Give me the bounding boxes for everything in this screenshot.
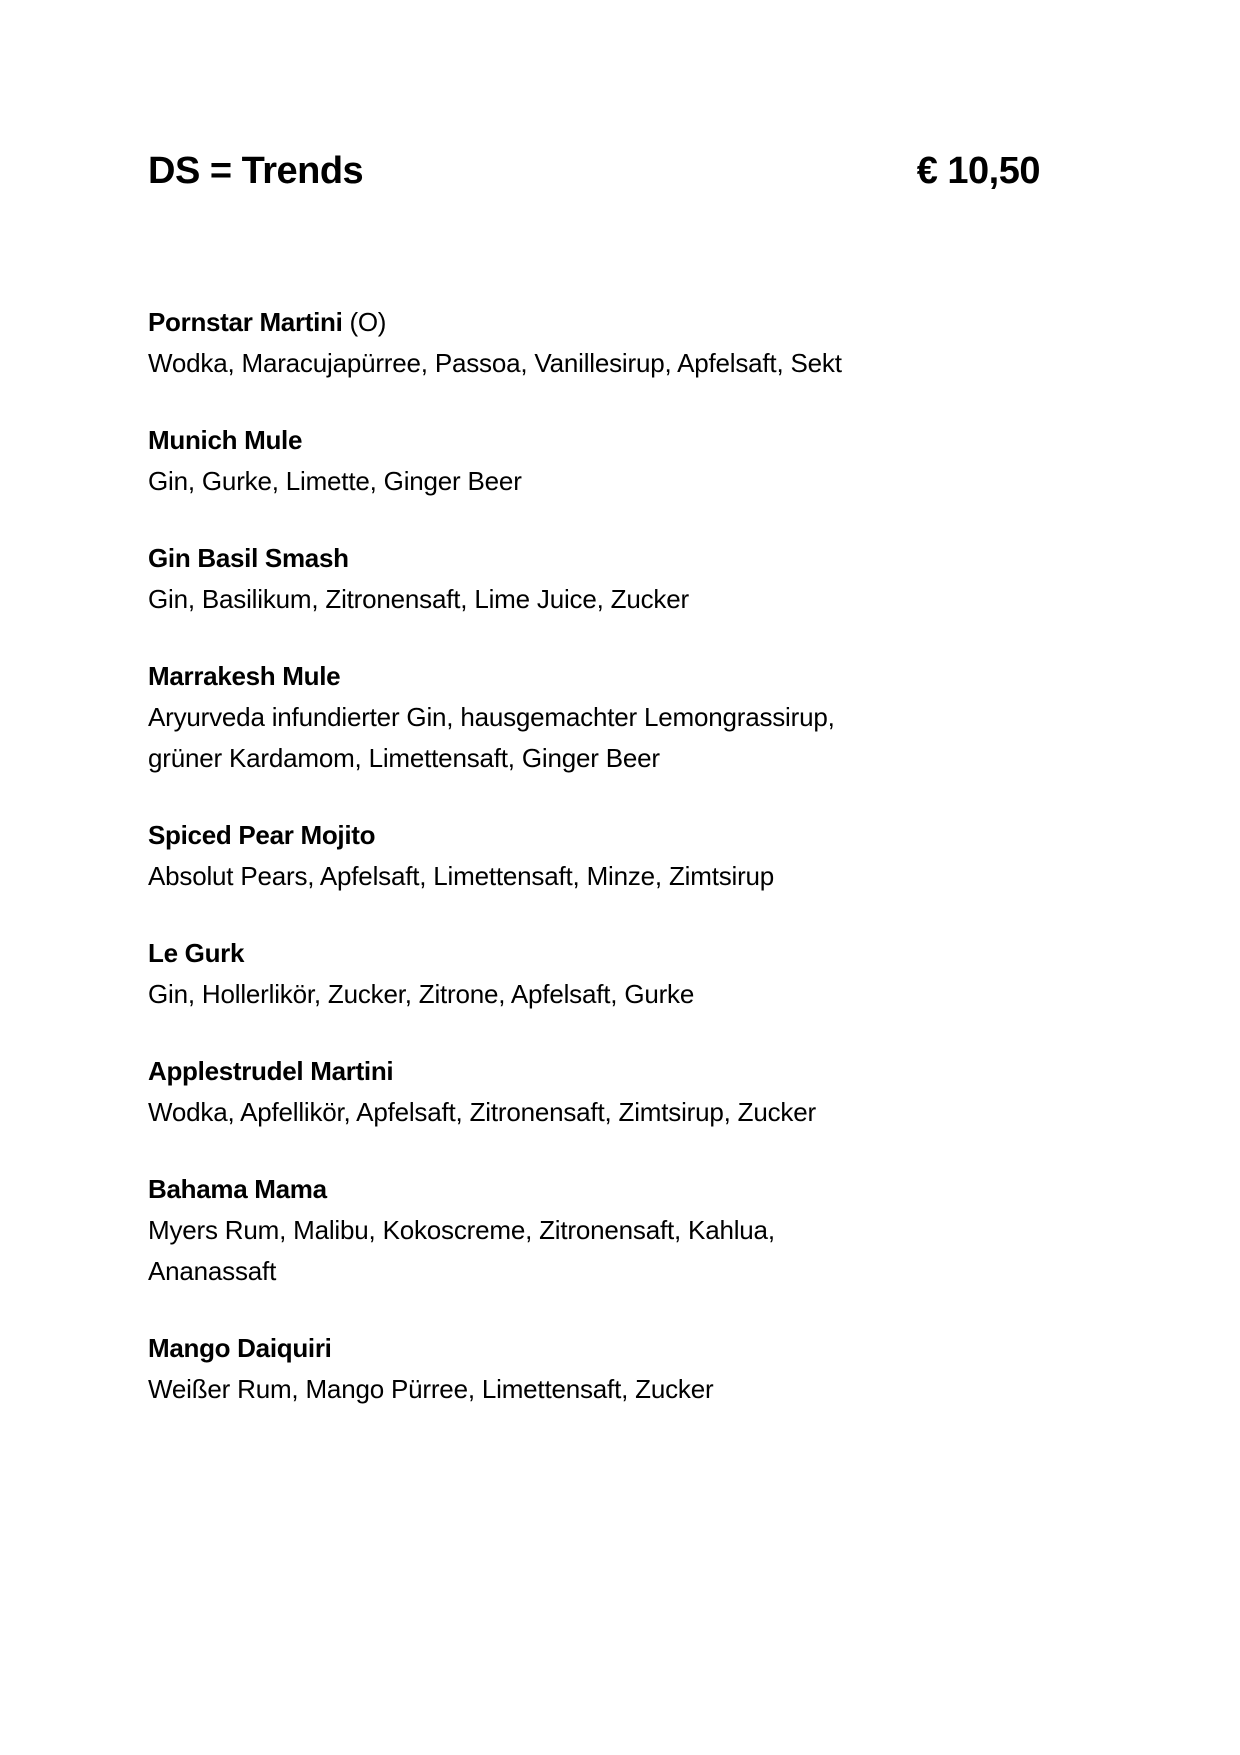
item-ingredients xyxy=(148,856,1048,897)
item-ingredients xyxy=(148,697,1048,779)
ingredients-line: Gin, Hollerlikör, Zucker, Zitrone, Apfelsaft, Gurke xyxy=(148,979,695,1009)
item-name-row xyxy=(148,1169,1048,1210)
item-note: (O) xyxy=(342,307,387,337)
ingredients-line: Wodka, Maracujapürree, Passoa, Vanillesirup, Apfelsaft, Sekt xyxy=(148,348,842,378)
item-ingredients xyxy=(148,461,1048,502)
ingredients-line: Myers Rum, Malibu, Kokoscreme, Zitronensaft, Kahlua, xyxy=(148,1215,775,1245)
ingredients-line: Absolut Pears, Apfelsaft, Limettensaft, Minze, Zimtsirup xyxy=(148,861,775,891)
menu-item xyxy=(148,1328,1048,1410)
item-name: Gin Basil Smash xyxy=(148,543,349,573)
item-name-row xyxy=(148,302,1048,343)
item-ingredients xyxy=(148,1369,1048,1410)
menu-item xyxy=(148,538,1048,620)
item-name-row xyxy=(148,1328,1048,1369)
ingredients-line: grüner Kardamom, Limettensaft, Ginger Beer xyxy=(148,743,660,773)
ingredients-line: Gin, Gurke, Limette, Ginger Beer xyxy=(148,466,522,496)
section-price: € 10,50 xyxy=(916,150,1040,192)
item-name-row xyxy=(148,1051,1048,1092)
cocktail-list xyxy=(148,302,1048,1446)
item-ingredients xyxy=(148,343,1048,384)
item-ingredients xyxy=(148,579,1048,620)
item-name: Applestrudel Martini xyxy=(148,1056,394,1086)
item-name: Bahama Mama xyxy=(148,1174,327,1204)
menu-item xyxy=(148,815,1048,897)
item-name-row xyxy=(148,656,1048,697)
ingredients-line: Gin, Basilikum, Zitronensaft, Lime Juice, Zucker xyxy=(148,584,689,614)
menu-header xyxy=(148,150,1040,200)
ingredients-line: Aryurveda infundierter Gin, hausgemachter Lemongrassirup, xyxy=(148,702,835,732)
item-name-row xyxy=(148,420,1048,461)
item-name-row xyxy=(148,538,1048,579)
ingredients-line: Wodka, Apfellikör, Apfelsaft, Zitronensaft, Zimtsirup, Zucker xyxy=(148,1097,816,1127)
item-name: Pornstar Martini xyxy=(148,307,343,337)
item-name: Mango Daiquiri xyxy=(148,1333,332,1363)
item-ingredients xyxy=(148,1210,1048,1292)
item-name: Le Gurk xyxy=(148,938,245,968)
menu-item xyxy=(148,1169,1048,1292)
menu-item xyxy=(148,1051,1048,1133)
item-name-row xyxy=(148,815,1048,856)
menu-item xyxy=(148,656,1048,779)
menu-item xyxy=(148,302,1048,384)
item-name: Spiced Pear Mojito xyxy=(148,820,376,850)
menu-item xyxy=(148,420,1048,502)
item-name-row xyxy=(148,933,1048,974)
menu-item xyxy=(148,933,1048,1015)
ingredients-line: Ananassaft xyxy=(148,1256,277,1286)
item-name: Marrakesh Mule xyxy=(148,661,341,691)
section-title: DS = Trends xyxy=(148,150,364,192)
ingredients-line: Weißer Rum, Mango Pürree, Limettensaft, Zucker xyxy=(148,1374,714,1404)
item-name: Munich Mule xyxy=(148,425,303,455)
item-ingredients xyxy=(148,1092,1048,1133)
item-ingredients xyxy=(148,974,1048,1015)
